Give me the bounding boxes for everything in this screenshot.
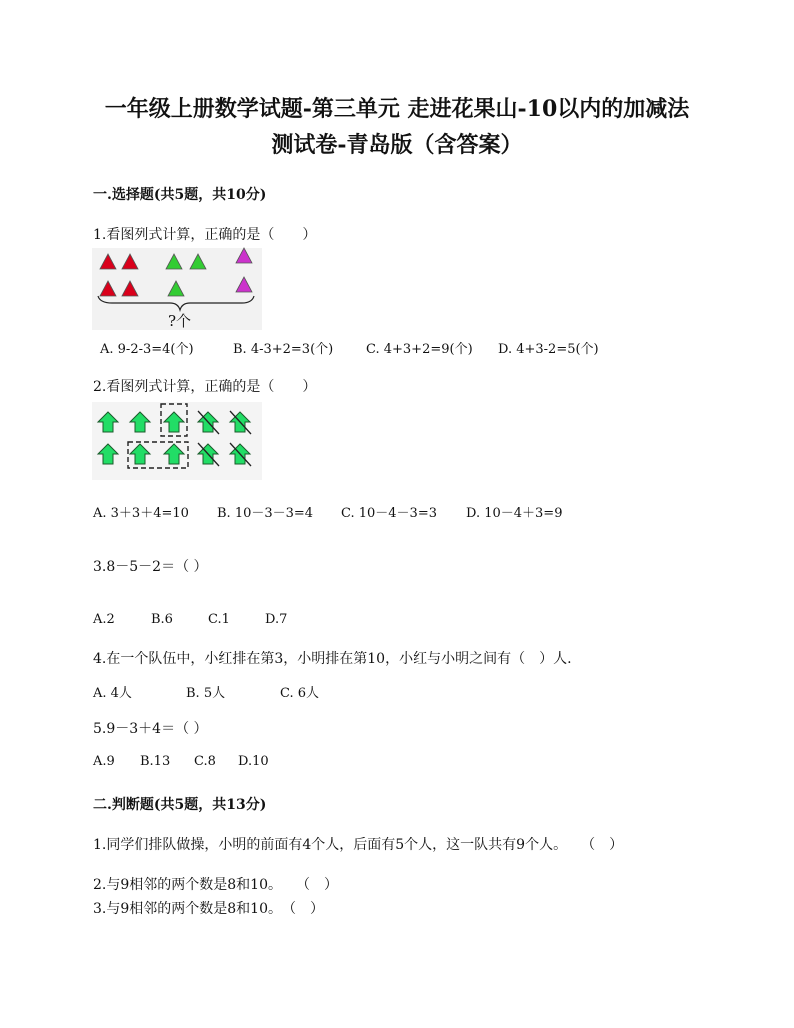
question-4-option-a[interactable]: A. 4人 bbox=[93, 686, 132, 701]
question-1-text: 1.看图列式计算，正确的是（ ） bbox=[93, 227, 317, 243]
question-2-option-c[interactable]: C. 10－4－3=3 bbox=[341, 506, 437, 521]
question-5-option-a[interactable]: A.9 bbox=[93, 754, 115, 769]
question-2-text: 2.看图列式计算，正确的是（ ） bbox=[93, 379, 317, 395]
question-2-option-d[interactable]: D. 10－4＋3=9 bbox=[466, 506, 563, 521]
question-2-figure bbox=[92, 402, 262, 480]
question-5-option-b[interactable]: B.13 bbox=[140, 754, 171, 769]
question-2-options bbox=[93, 502, 693, 520]
question-3-options bbox=[93, 612, 493, 630]
question-1-option-c[interactable]: C. 4+3+2=9(个) bbox=[366, 342, 473, 357]
question-4-option-b[interactable]: B. 5人 bbox=[186, 686, 226, 701]
section-heading-judgement: 二.判断题(共5题，共13分) bbox=[93, 797, 267, 813]
question-3-option-c[interactable]: C.1 bbox=[208, 612, 230, 627]
question-4-options bbox=[93, 682, 493, 700]
question-3-option-a[interactable]: A.2 bbox=[93, 612, 115, 627]
question-1-option-d[interactable]: D. 4+3-2=5(个) bbox=[498, 342, 599, 357]
question-3-text: 3.8－5－2＝（ ） bbox=[93, 559, 208, 575]
question-1-figure bbox=[92, 248, 262, 330]
question-4-option-c[interactable]: C. 6人 bbox=[280, 686, 320, 701]
judgement-item-3: 3.与9相邻的两个数是8和10。 （ ） bbox=[93, 901, 324, 917]
question-2-option-a[interactable]: A. 3＋3＋4=10 bbox=[93, 506, 189, 521]
question-4-text: 4.在一个队伍中，小红排在第3，小明排在第10，小红与小明之间有（ ）人. bbox=[93, 651, 572, 667]
question-3-option-d[interactable]: D.7 bbox=[265, 612, 288, 627]
figure-unknown-label: ?个 bbox=[168, 312, 192, 330]
doc-title-line1: 一年级上册数学试题-第三单元 走进花果山-10以内的加减法 bbox=[104, 96, 690, 122]
question-5-options bbox=[93, 754, 493, 772]
judgement-item-2: 2.与9相邻的两个数是8和10。 （ ） bbox=[93, 877, 338, 893]
question-5-text: 5.9－3＋4＝（ ） bbox=[93, 721, 208, 737]
question-3-option-b[interactable]: B.6 bbox=[151, 612, 173, 627]
question-2-option-b[interactable]: B. 10－3－3=4 bbox=[217, 506, 314, 521]
section-heading-choice: 一.选择题(共5题，共10分) bbox=[93, 187, 267, 203]
question-5-option-d[interactable]: D.10 bbox=[238, 754, 269, 769]
doc-title-line2: 测试卷-青岛版（含答案） bbox=[271, 132, 523, 158]
question-5-option-c[interactable]: C.8 bbox=[194, 754, 216, 769]
question-1-option-b[interactable]: B. 4-3+2=3(个) bbox=[233, 342, 334, 357]
judgement-item-1: 1.同学们排队做操，小明的前面有4个人，后面有5个人，这一队共有9个人。 （ ） bbox=[93, 837, 624, 853]
question-1-options bbox=[100, 338, 700, 356]
question-1-option-a[interactable]: A. 9-2-3=4(个) bbox=[100, 342, 194, 357]
